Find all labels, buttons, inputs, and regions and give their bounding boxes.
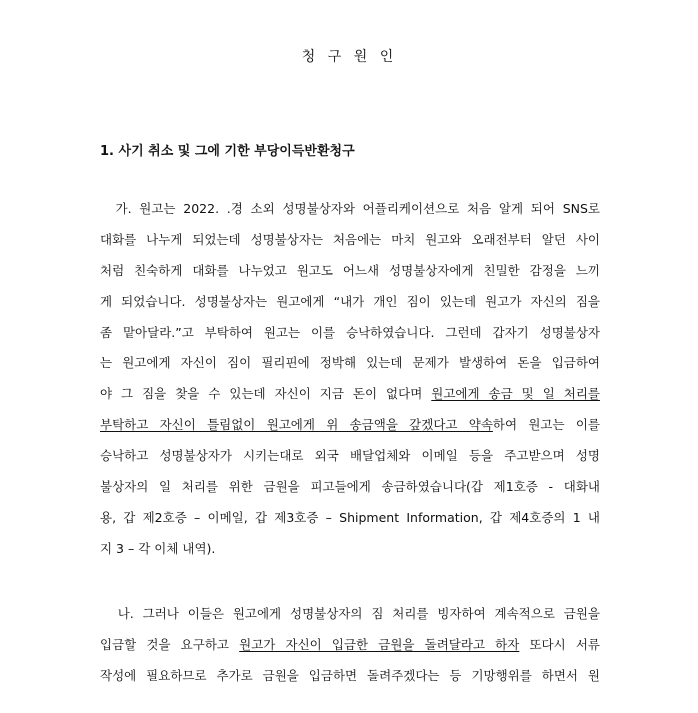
text-segment: 좀 맡아달라.”고 부탁하여 원고는 이를 승낙하였습니다. 그런데 갑자기 성명불상자 [100,324,600,340]
paragraph-line [100,441,600,472]
paragraph-line [100,225,600,256]
text-segment: 하여 원고는 이를 [492,417,600,433]
paragraph-ga [100,194,600,565]
text-segment: 대화를 나누게 되었는데 성명불상자는 처음에는 마치 원고와 오래전부터 알던 사이 [100,231,600,247]
text-segment: 또다시 서류 [519,636,600,652]
paragraph-line [100,194,600,225]
paragraph-line [100,379,600,410]
text-segment: 는 원고에게 자신이 짐이 필리핀에 정박해 있는데 문제가 발생하여 돈을 입금하여 [100,355,600,371]
paragraph-line [100,534,600,565]
paragraph-na [100,599,600,692]
text-segment: 나. 그러나 이들은 원고에게 성명불상자의 짐 처리를 빙자하여 계속적으로 금원을 [100,606,600,621]
text-segment: 야 그 짐을 찾을 수 있는데 자신이 지금 돈이 없다며 [100,386,432,402]
text-segment: 용, 갑 제2호증 – 이메일, 갑 제3호증 – Shipment Information, 갑 제4호증의 1 내 [100,509,600,525]
underlined-text: 원고에게 송금 및 일 처리를 [431,386,600,402]
paragraph-line [100,287,600,318]
paragraph-line [100,661,600,692]
paragraph-line [100,348,600,379]
text-segment: 입금할 것을 요구하고 [100,636,240,652]
text-segment: 작성에 필요하므로 추가로 금원을 입금하면 돌려주겠다는 등 기망행위를 하면서 원 [100,667,600,683]
paragraph-line [100,503,600,534]
underlined-text: 부탁하고 자신이 틀림없이 원고에게 위 송금액을 갚겠다고 약속 [100,417,493,433]
text-segment: 승낙하고 성명불상자가 시키는대로 외국 배달업체와 이메일 등을 주고받으며 성명 [100,448,600,464]
paragraph-line [100,472,600,503]
text-segment: 불상자의 일 처리를 위한 금원을 피고들에게 송금하였습니다(갑 제1호증 - 대화내 [100,479,600,495]
paragraph-line [100,599,600,630]
paragraph-line [100,410,600,441]
text-segment: 게 되었습니다. 성명불상자는 원고에게 “내가 개인 짐이 있는데 원고가 자신의 짐을 [100,293,600,309]
paragraph-line [100,630,600,661]
section-heading: 1. 사기 취소 및 그에 기한 부당이득반환청구 [100,144,355,159]
document-title: 청 구 원 인 [301,49,397,65]
paragraph-line [100,318,600,349]
text-segment: 지 3 – 각 이체 내역). [100,540,216,556]
text-segment: 가. 원고는 2022. .경 소외 성명불상자와 어플리케이션으로 처음 알게 되어 SNS로 [100,201,600,216]
paragraph-line [100,256,600,287]
underlined-text: 원고가 자신이 입금한 금원을 돌려달라고 하자 [239,636,520,652]
text-segment: 처럼 친숙하게 대화를 나누었고 원고도 어느새 성명불상자에게 친밀한 감정을 느끼 [100,262,600,278]
